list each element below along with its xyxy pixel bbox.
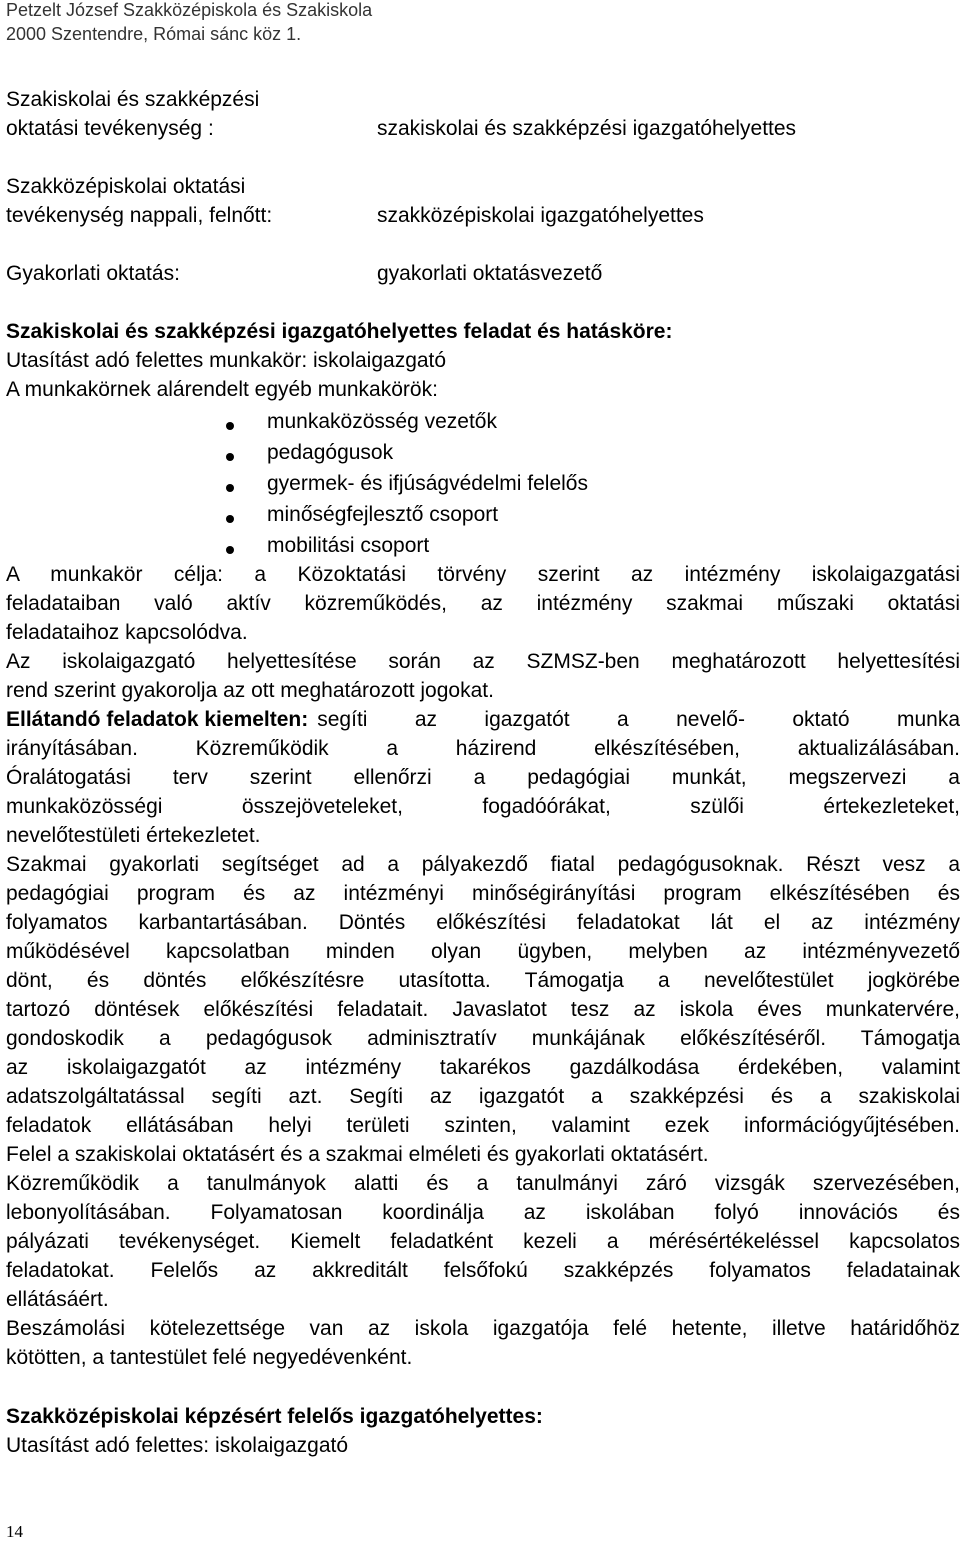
text-line: ellátásáért. — [6, 1288, 109, 1311]
highlight-line — [6, 708, 960, 732]
bullet-icon — [226, 422, 234, 430]
text-line: feladatok ellátásában helyi területi szinten, valamint ezek információgyűjtésében. — [6, 1114, 960, 1137]
text-line: Közreműködik a tanulmányok alatti és a tanulmányi záró vizsgák szervezésében, — [6, 1172, 960, 1195]
bullet-icon — [226, 484, 234, 492]
bullet-icon — [226, 546, 234, 554]
text-line: feladatokat. Felelős az akkreditált felsőfokú szakképzés folyamatos feladatainak — [6, 1259, 960, 1282]
section-heading: Szakiskolai és szakképzési igazgatóhelyettes feladat és hatásköre: — [6, 320, 673, 343]
highlight-label: Ellátandó feladatok kiemelten: — [6, 708, 309, 731]
subordinate-intro: A munkakörnek alárendelt egyéb munkakörök: — [6, 378, 438, 401]
text-line: munkaközösségi összejöveteleket, fogadóórákat, szülői értekezleteket, — [6, 795, 960, 818]
text-line: tartozó döntések előkészítési feladatait. Javaslatot tesz az iskola éves munkatervére, — [6, 998, 960, 1021]
bullet-icon — [226, 515, 234, 523]
text-line: Felel a szakiskolai oktatásért és a szakmai elméleti és gyakorlati oktatásért. — [6, 1143, 709, 1166]
text-line: irányításában. Közreműködik a házirend elkészítésében, aktualizálásában. — [6, 737, 960, 760]
section-heading: Szakközépiskolai képzésért felelős igazgatóhelyettes: — [6, 1405, 543, 1428]
text-line: adatszolgáltatással segíti azt. Segíti az igazgatót a szakképzési és a szakiskolai — [6, 1085, 960, 1108]
role-value: szakiskolai és szakképzési igazgatóhelyettes — [377, 117, 797, 140]
highlight-text: segíti az igazgatót a nevelő- oktató munka — [317, 708, 960, 731]
text-line: Óralátogatási terv szerint ellenőrzi a pedagógiai munkát, megszervezi a — [6, 766, 960, 789]
list-item: munkaközösség vezetők — [267, 410, 497, 433]
text-line: feladataihoz kapcsolódva. — [6, 621, 248, 644]
text-line: feladataiban való aktív közreműködés, az intézmény szakmai műszaki oktatási — [6, 592, 960, 615]
text-line: A munkakör célja: a Közoktatási törvény szerint az intézmény iskolaigazgatási — [6, 563, 960, 586]
text-line: nevelőtestületi értekezletet. — [6, 824, 261, 847]
text-line: dönt, és döntés előkészítésre utasította. Támogatja a nevelőtestület jogkörébe — [6, 969, 960, 992]
text-line: pedagógiai program és az intézményi minőségirányítási program elkészítésében és — [6, 882, 960, 905]
text-line: rend szerint gyakorolja az ott meghatározott jogokat. — [6, 679, 494, 702]
list-item: pedagógusok — [267, 441, 394, 464]
superior-line: Utasítást adó felettes: iskolaigazgató — [6, 1434, 349, 1457]
text-line: gondoskodik a pedagógusok adminisztratív munkájának előkészítéséről. Támogatja — [6, 1027, 960, 1050]
text-line: Az iskolaigazgató helyettesítése során az SZMSZ-ben meghatározott helyettesítési — [6, 650, 960, 673]
text-line: Beszámolási kötelezettsége van az iskola igazgatója felé hetente, illetve határidőhöz — [6, 1317, 960, 1340]
role-label-line: Gyakorlati oktatás: — [6, 262, 180, 285]
text-line: pályázati tevékenységet. Kiemelt feladatként kezeli a mérésértékeléssel kapcsolatos — [6, 1230, 960, 1253]
role-label-line: tevékenység nappali, felnőtt: — [6, 204, 273, 227]
text-line: működésével kapcsolatban minden olyan ügyben, melyben az intézményvezető — [6, 940, 960, 963]
role-label-line: oktatási tevékenység : — [6, 117, 214, 140]
text-line: lebonyolításában. Folyamatosan koordinálja az iskolában folyó innovációs és — [6, 1201, 960, 1224]
school-name: Petzelt József Szakközépiskola és Szakiskola — [6, 0, 373, 20]
text-line: folyamatos karbantartásában. Döntés előkészítési feladatokat lát el az intézmény — [6, 911, 960, 934]
list-item: mobilitási csoport — [267, 534, 430, 557]
page-number: 14 — [6, 1522, 23, 1541]
list-item: gyermek- és ifjúságvédelmi felelős — [267, 472, 588, 495]
bullet-icon — [226, 453, 234, 461]
text-line: az iskolaigazgatót az intézmény takarékos gazdálkodása érdekében, valamint — [6, 1056, 960, 1079]
role-value: szakközépiskolai igazgatóhelyettes — [377, 204, 704, 227]
text-line: kötötten, a tantestület felé negyedévenként. — [6, 1346, 413, 1369]
role-label-line: Szakközépiskolai oktatási — [6, 175, 246, 198]
superior-line: Utasítást adó felettes munkakör: iskolaigazgató — [6, 349, 447, 372]
role-value: gyakorlati oktatásvezető — [377, 262, 603, 285]
text-line: Szakmai gyakorlati segítséget ad a pályakezdő fiatal pedagógusoknak. Részt vesz a — [6, 853, 960, 876]
list-item: minőségfejlesztő csoport — [267, 503, 499, 526]
school-address: 2000 Szentendre, Római sánc köz 1. — [6, 24, 302, 44]
role-label-line: Szakiskolai és szakképzési — [6, 88, 260, 111]
